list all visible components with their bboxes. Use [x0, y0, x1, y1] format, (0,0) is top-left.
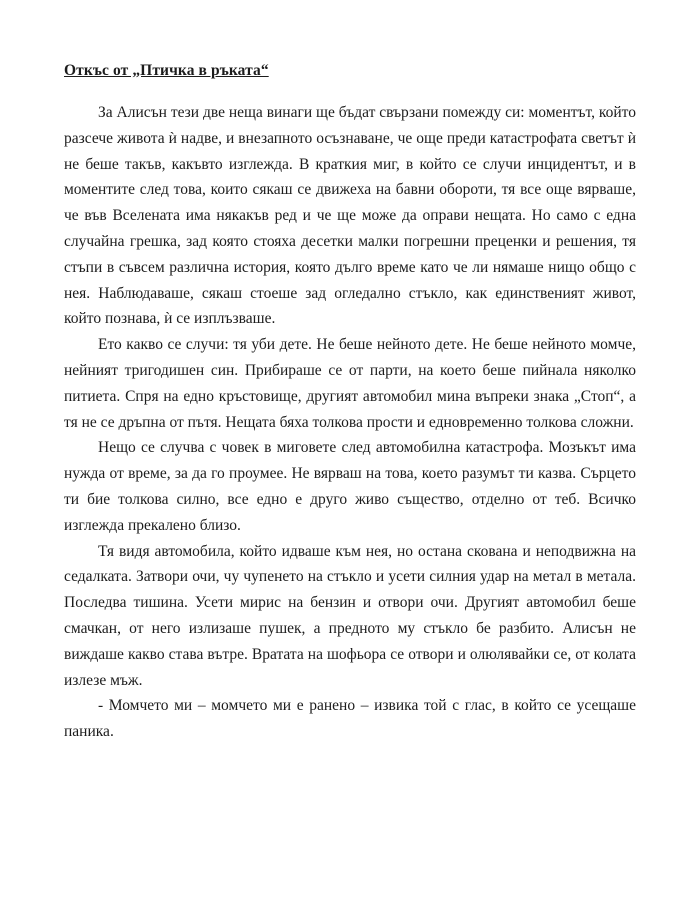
paragraph-1: За Алисън тези две неща винаги ще бъдат свързани помежду си: моментът, който разсече живота ѝ надве, и внезапното осъзнаване, че още преди катастрофата светът ѝ не беше такъв, какъвто изглежда. В краткия миг, в който се случи инцидентът, и в моментите след това, които сякаш се движеха на бавни обороти, тя все още вярваше, че във Вселената има някакъв ред и че ще може да оправи нещата. Но само с една случайна грешка, зад която стояха десетки малки погрешни преценки и решения, тя стъпи в съвсем различна история, която дълго време като че ли нямаше нищо общо с нея. Наблюдаваше, сякаш стоеше зад огледално стъкло, как единственият живот, който познава, ѝ се изплъзваше.: [64, 104, 636, 328]
document-title: Откъс от „Птичка в ръката“: [64, 62, 269, 79]
paragraph-3: Нещо се случва с човек в миговете след автомобилна катастрофа. Мозъкът има нужда от време, за да го проумее. Не вярваш на това, което разумът ти казва. Сърцето ти бие толкова силно, все едно е друго живо същество, отделно от теб. Всичко изглежда прекалено близо.: [64, 439, 636, 534]
paragraph-4: Тя видя автомобила, който идваше към нея, но остана скована и неподвижна на седалката. Затвори очи, чу чупенето на стъкло и усети силния удар на метал в метала. Последва тишина. Усети мирис на бензин и отвори очи. Другият автомобил беше смачкан, от него излизаше пушек, а предното му стъкло бе разбито. Алисън не виждаше какво става вътре. Вратата на шофьора се отвори и олюлявайки се, от колата излезе мъж.: [64, 542, 636, 689]
paragraph-2: Ето какво се случи: тя уби дете. Не беше нейното дете. Не беше нейното момче, нейният тригодишен син. Прибираше се от парти, на което беше пийнала няколко питиета. Спря на едно кръстовище, другият автомобил мина въпреки знака „Стоп“, а тя не се дръпна от пътя. Нещата бяха толкова прости и едновременно толкова сложни.: [64, 336, 636, 431]
document-page: [64, 60, 636, 745]
paragraph-5: - Момчето ми – момчето ми е ранено – извика той с глас, в който се усещаше паника.: [64, 697, 636, 741]
